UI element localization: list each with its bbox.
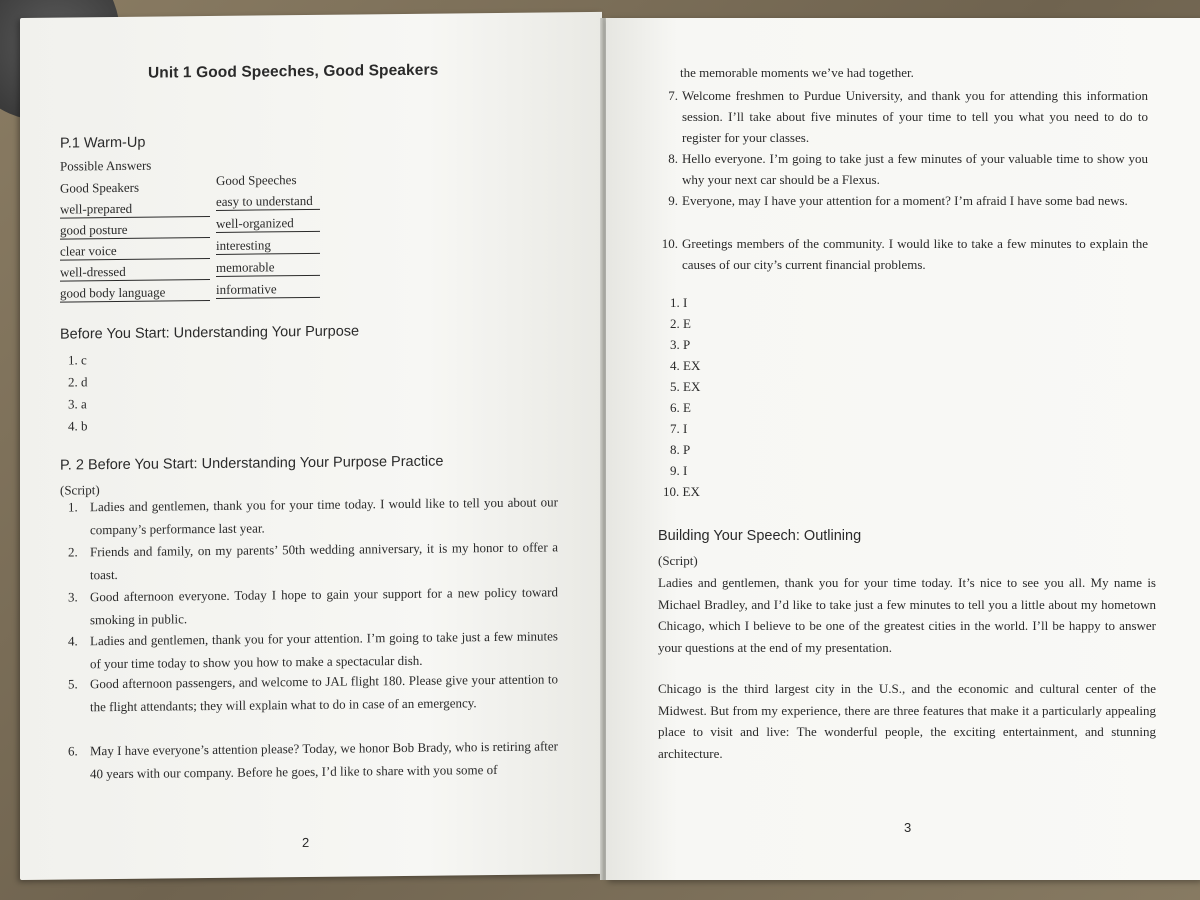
left-page [20, 12, 602, 880]
item-text: Friends and family, on my parents’ 50th wedding anniversary, it is my honor to offer a toast. [90, 539, 558, 583]
speech-trait: memorable [216, 259, 320, 277]
good-speeches-header: Good Speeches [216, 172, 297, 188]
good-speakers-header: Good Speakers [60, 179, 140, 196]
speaker-trait: clear voice [60, 242, 210, 261]
answer-key-item: 4. EX [670, 358, 701, 373]
outlining-heading: Building Your Speech: Outlining [658, 528, 862, 544]
item-number: 1. [68, 499, 78, 515]
answer-key-item: 8. P [670, 442, 691, 457]
speaker-trait: well-dressed [60, 263, 210, 282]
item-number: 10. [661, 236, 678, 251]
script-item [656, 233, 1148, 275]
open-workbook [20, 18, 1200, 880]
practice-heading: P. 2 Before You Start: Understanding Your Purpose Practice [60, 453, 444, 474]
answer-key-item: 5. EX [670, 379, 701, 394]
right-page [606, 18, 1200, 880]
item-number: 7. [668, 88, 678, 103]
item-text: Ladies and gentlemen, thank you for your time today. I would like to tell you about our company’s performance last year. [90, 494, 558, 538]
speaker-trait: good posture [60, 221, 210, 240]
item-number: 8. [668, 151, 678, 166]
item-number: 9. [668, 193, 678, 208]
speech-trait: informative [216, 281, 320, 299]
unit-title: Unit 1 Good Speeches, Good Speakers [148, 61, 439, 82]
item-number: 6. [68, 743, 78, 759]
page-number: 3 [904, 820, 912, 835]
item-text: Welcome freshmen to Purdue University, and thank you for attending this information session. I’ll take about five minutes of your time to tell you what you need to do to register for your classes. [682, 88, 1148, 145]
script-item [68, 535, 558, 586]
warmup-heading: P.1 Warm-Up [60, 134, 146, 152]
speech-trait: well-organized [216, 215, 320, 233]
script-paragraph: Ladies and gentlemen, thank you for your time today. It’s nice to see you all. My name is Michael Bradley, and I’d like to take just a few minutes to tell you a little about my hometown Chicago, which I believe to be one of the greatest cities in the world. I’ll be happy to answer your questions at the end of my presentation. [658, 575, 1156, 655]
purpose-answer: 4. b [68, 418, 88, 434]
item-number: 4. [68, 633, 78, 649]
item-text: Hello everyone. I’m going to take just a few minutes of your valuable time to show you why your next car should be a Flexus. [682, 151, 1148, 187]
script-item [656, 148, 1148, 190]
item-text: Good afternoon everyone. Today I hope to gain your support for a new policy toward smoking in public. [90, 584, 558, 628]
answer-key-item: 1. I [670, 295, 688, 310]
purpose-answer: 3. a [68, 396, 87, 412]
script-item [68, 734, 558, 785]
item-number: 2. [68, 544, 78, 560]
speech-trait: interesting [216, 237, 320, 255]
script-item [68, 580, 558, 631]
script-paragraph: Chicago is the third largest city in the U.S., and the economic and cultural center of the Midwest. But from my experience, there are three features that make it a particularly appealing place to visit and live: The wonderful people, the exciting entertainment, and stunning architecture. [658, 681, 1156, 761]
answer-key-item: 10. EX [663, 484, 700, 499]
script-item [68, 490, 558, 541]
speaker-trait: good body language [60, 284, 210, 303]
purpose-answer: 2. d [68, 374, 88, 390]
item-text: Ladies and gentlemen, thank you for your attention. I’m going to take just a few minutes of your time today to show you how to make a spectacular dish. [90, 628, 558, 672]
speaker-trait: well-prepared [60, 200, 210, 219]
item-number: 3. [68, 589, 78, 605]
continuation-text: the memorable moments we’ve had together. [680, 65, 914, 80]
script-item [656, 190, 1148, 211]
possible-answers-label: Possible Answers [60, 157, 152, 174]
item-text: Good afternoon passengers, and welcome to JAL flight 180. Please give your attention to the flight attendants; they will explain what to do in case of an emergency. [90, 671, 558, 715]
answer-key-item: 7. I [670, 421, 688, 436]
answer-key-item: 9. I [670, 463, 688, 478]
speech-trait: easy to understand [216, 193, 320, 211]
item-text: May I have everyone’s attention please? Today, we honor Bob Brady, who is retiring after 40 years with our company. Before he goes, I’d like to share with you some of [90, 738, 558, 782]
item-text: Greetings members of the community. I would like to take a few minutes to explain the causes of our city’s current financial problems. [682, 236, 1148, 272]
script-label: (Script) [658, 553, 698, 568]
script-label: (Script) [60, 482, 100, 498]
purpose-answer: 1. c [68, 352, 87, 368]
script-item [68, 667, 558, 718]
purpose-heading: Before You Start: Understanding Your Purpose [60, 323, 360, 343]
answer-key-item: 3. P [670, 337, 691, 352]
script-item [656, 85, 1148, 148]
answer-key-item: 6. E [670, 400, 691, 415]
item-number: 5. [68, 676, 78, 692]
answer-key-item: 2. E [670, 316, 691, 331]
page-number: 2 [302, 834, 310, 851]
item-text: Everyone, may I have your attention for a moment? I’m afraid I have some bad news. [682, 193, 1128, 208]
